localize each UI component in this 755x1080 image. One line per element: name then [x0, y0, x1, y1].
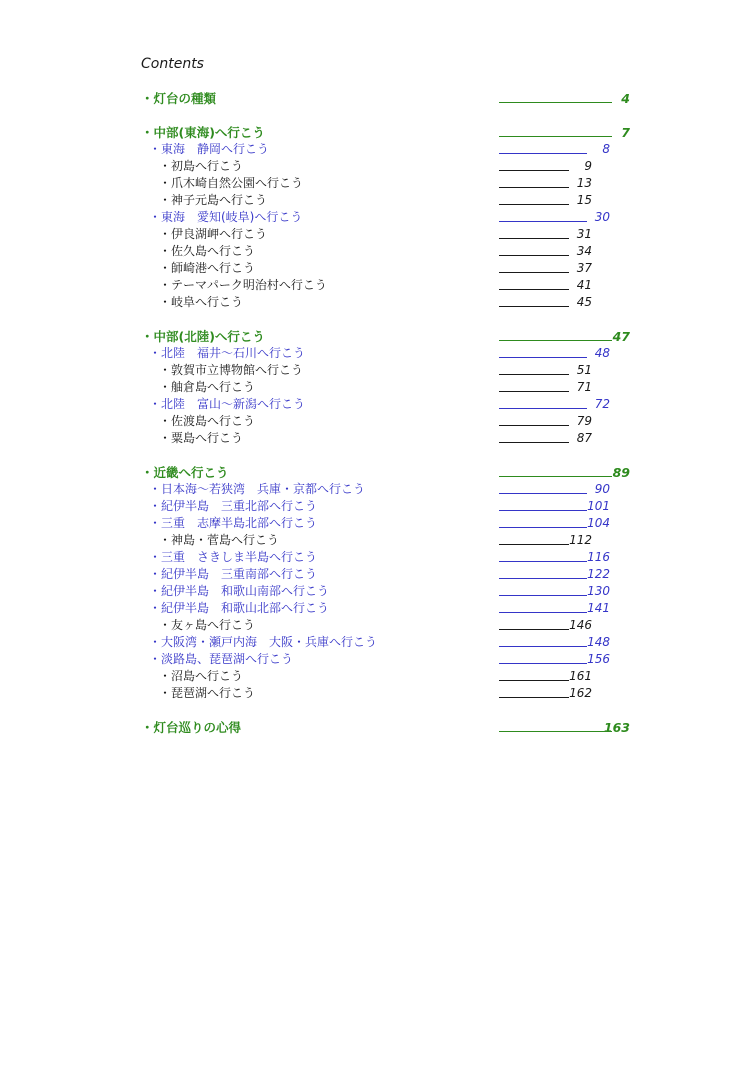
- toc-page-number: 72: [594, 397, 610, 411]
- toc-item-entry[interactable]: [0, 294, 755, 311]
- toc-section-entry[interactable]: [0, 124, 755, 141]
- toc-entry-title: ・爪木崎自然公園へ行こう: [159, 176, 304, 190]
- toc-page-number: 45: [576, 295, 592, 309]
- toc-leader-line: [499, 102, 612, 103]
- toc-item-entry[interactable]: [0, 413, 755, 430]
- toc-page-number: 15: [576, 193, 592, 207]
- toc-section-entry[interactable]: [0, 90, 755, 107]
- toc-entry-title: ・琵琶湖へ行こう: [159, 686, 256, 700]
- toc-entry-title: ・紀伊半島 和歌山南部へ行こう: [149, 584, 330, 598]
- toc-page-number: 130: [587, 584, 610, 598]
- toc-page-number: 47: [612, 329, 630, 344]
- toc-item-entry[interactable]: [0, 685, 755, 702]
- toc-item-entry[interactable]: [0, 532, 755, 549]
- toc-leader-line: [499, 374, 569, 375]
- toc-page-number: 13: [576, 176, 592, 190]
- toc-entry-title: ・灯台の種類: [141, 91, 217, 106]
- toc-entry-title: ・佐久島へ行こう: [159, 244, 256, 258]
- toc-entry-title: ・三重 さきしま半島へ行こう: [149, 550, 318, 564]
- toc-entry-title: ・佐渡島へ行こう: [159, 414, 256, 428]
- toc-page-number: 101: [587, 499, 610, 513]
- toc-leader-line: [499, 255, 569, 256]
- toc-subsection-entry[interactable]: [0, 549, 755, 566]
- toc-section-entry[interactable]: [0, 464, 755, 481]
- toc-page-number: 41: [576, 278, 592, 292]
- toc-entry-title: ・伊良湖岬へ行こう: [159, 227, 268, 241]
- toc-leader-line: [499, 612, 587, 613]
- toc-section-entry[interactable]: [0, 328, 755, 345]
- toc-leader-line: [499, 493, 587, 494]
- toc-entry-title: ・岐阜へ行こう: [159, 295, 244, 309]
- toc-entry-title: ・初島へ行こう: [159, 159, 244, 173]
- toc-page-number: 34: [576, 244, 592, 258]
- toc-leader-line: [499, 408, 587, 409]
- toc-leader-line: [499, 221, 587, 222]
- toc-item-entry[interactable]: [0, 260, 755, 277]
- toc-page-number: 9: [584, 159, 592, 173]
- toc-subsection-entry[interactable]: [0, 634, 755, 651]
- toc-entry-title: ・北陸 富山～新潟へ行こう: [149, 397, 306, 411]
- toc-entry-title: ・灯台巡りの心得: [141, 720, 242, 735]
- toc-leader-line: [499, 663, 587, 664]
- toc-subsection-entry[interactable]: [0, 396, 755, 413]
- toc-entry-title: ・テーマパーク明治村へ行こう: [159, 278, 327, 292]
- toc-subsection-entry[interactable]: [0, 345, 755, 362]
- toc-entry-title: ・中部(北陸)へ行こう: [141, 329, 265, 344]
- toc-leader-line: [499, 153, 587, 154]
- toc-leader-line: [499, 680, 569, 681]
- toc-item-entry[interactable]: [0, 379, 755, 396]
- toc-section-entry[interactable]: [0, 719, 755, 736]
- toc-page-number: 37: [576, 261, 592, 275]
- toc-item-entry[interactable]: [0, 192, 755, 209]
- toc-entry-title: ・神島・菅島へ行こう: [159, 533, 280, 547]
- toc-item-entry[interactable]: [0, 617, 755, 634]
- toc-entry-title: ・粟島へ行こう: [159, 431, 244, 445]
- toc-leader-line: [499, 476, 612, 477]
- toc-entry-title: ・紀伊半島 三重南部へ行こう: [149, 567, 318, 581]
- toc-page-number: 4: [621, 91, 630, 106]
- toc-entry-title: ・三重 志摩半島北部へ行こう: [149, 516, 318, 530]
- toc-subsection-entry[interactable]: [0, 583, 755, 600]
- toc-entry-title: ・紀伊半島 和歌山北部へ行こう: [149, 601, 330, 615]
- toc-leader-line: [499, 272, 569, 273]
- toc-page-number: 163: [603, 720, 630, 735]
- toc-leader-line: [499, 442, 569, 443]
- toc-page-number: 104: [587, 516, 610, 530]
- toc-item-entry[interactable]: [0, 226, 755, 243]
- toc-page-number: 51: [576, 363, 592, 377]
- toc-leader-line: [499, 204, 569, 205]
- toc-subsection-entry[interactable]: [0, 498, 755, 515]
- toc-leader-line: [499, 561, 587, 562]
- toc-page-number: 122: [587, 567, 610, 581]
- toc-page-number: 7: [621, 125, 630, 140]
- toc-leader-line: [499, 289, 569, 290]
- toc-subsection-entry[interactable]: [0, 651, 755, 668]
- toc-page-number: 87: [576, 431, 592, 445]
- toc-entry-title: ・敦賀市立博物館へ行こう: [159, 363, 304, 377]
- toc-leader-line: [499, 578, 587, 579]
- toc-item-entry[interactable]: [0, 243, 755, 260]
- toc-leader-line: [499, 510, 587, 511]
- toc-leader-line: [499, 731, 612, 732]
- toc-entry-title: ・北陸 福井～石川へ行こう: [149, 346, 306, 360]
- toc-page-number: 8: [602, 142, 610, 156]
- toc-entry-title: ・中部(東海)へ行こう: [141, 125, 265, 140]
- toc-subsection-entry[interactable]: [0, 209, 755, 226]
- toc-item-entry[interactable]: [0, 668, 755, 685]
- toc-item-entry[interactable]: [0, 362, 755, 379]
- toc-entry-title: ・東海 愛知(岐阜)へ行こう: [149, 210, 303, 224]
- toc-page-number: 30: [594, 210, 610, 224]
- toc-leader-line: [499, 391, 569, 392]
- toc-leader-line: [499, 629, 569, 630]
- toc-page-number: 31: [576, 227, 592, 241]
- toc-page-number: 161: [569, 669, 592, 683]
- toc-entry-title: ・師崎港へ行こう: [159, 261, 256, 275]
- toc-entry-title: ・大阪湾・瀬戸内海 大阪・兵庫へ行こう: [149, 635, 378, 649]
- toc-leader-line: [499, 340, 612, 341]
- toc-entry-title: ・友ヶ島へ行こう: [159, 618, 256, 632]
- toc-page-number: 90: [594, 482, 610, 496]
- toc-subsection-entry[interactable]: [0, 481, 755, 498]
- toc-entry-title: ・日本海～若狭湾 兵庫・京都へ行こう: [149, 482, 366, 496]
- toc-page-number: 141: [587, 601, 610, 615]
- toc-entry-title: ・東海 静岡へ行こう: [149, 142, 270, 156]
- toc-leader-line: [499, 170, 569, 171]
- toc-page-number: 89: [612, 465, 630, 480]
- toc-item-entry[interactable]: [0, 175, 755, 192]
- contents-heading: Contents: [141, 56, 204, 72]
- toc-leader-line: [499, 357, 587, 358]
- toc-subsection-entry[interactable]: [0, 141, 755, 158]
- toc-leader-line: [499, 595, 587, 596]
- toc-leader-line: [499, 238, 569, 239]
- toc-page-number: 48: [594, 346, 610, 360]
- toc-item-entry[interactable]: [0, 277, 755, 294]
- toc-entry-title: ・紀伊半島 三重北部へ行こう: [149, 499, 318, 513]
- toc-page-number: 162: [569, 686, 592, 700]
- toc-item-entry[interactable]: [0, 430, 755, 447]
- toc-leader-line: [499, 544, 569, 545]
- toc-leader-line: [499, 136, 612, 137]
- toc-page-number: 71: [576, 380, 592, 394]
- toc-page-number: 148: [587, 635, 610, 649]
- toc-page-number: 79: [576, 414, 592, 428]
- toc-leader-line: [499, 646, 587, 647]
- toc-item-entry[interactable]: [0, 158, 755, 175]
- toc-page-number: 156: [587, 652, 610, 666]
- toc-entry-title: ・沼島へ行こう: [159, 669, 244, 683]
- toc-page-number: 146: [569, 618, 592, 632]
- toc-leader-line: [499, 697, 569, 698]
- toc-entry-title: ・舳倉島へ行こう: [159, 380, 256, 394]
- toc-subsection-entry[interactable]: [0, 515, 755, 532]
- toc-subsection-entry[interactable]: [0, 600, 755, 617]
- toc-leader-line: [499, 187, 569, 188]
- toc-page-number: 112: [569, 533, 592, 547]
- toc-entry-title: ・淡路島、琵琶湖へ行こう: [149, 652, 294, 666]
- toc-leader-line: [499, 527, 587, 528]
- toc-leader-line: [499, 306, 569, 307]
- toc-leader-line: [499, 425, 569, 426]
- toc-subsection-entry[interactable]: [0, 566, 755, 583]
- toc-page-number: 116: [587, 550, 610, 564]
- toc-entry-title: ・神子元島へ行こう: [159, 193, 268, 207]
- toc-entry-title: ・近畿へ行こう: [141, 465, 229, 480]
